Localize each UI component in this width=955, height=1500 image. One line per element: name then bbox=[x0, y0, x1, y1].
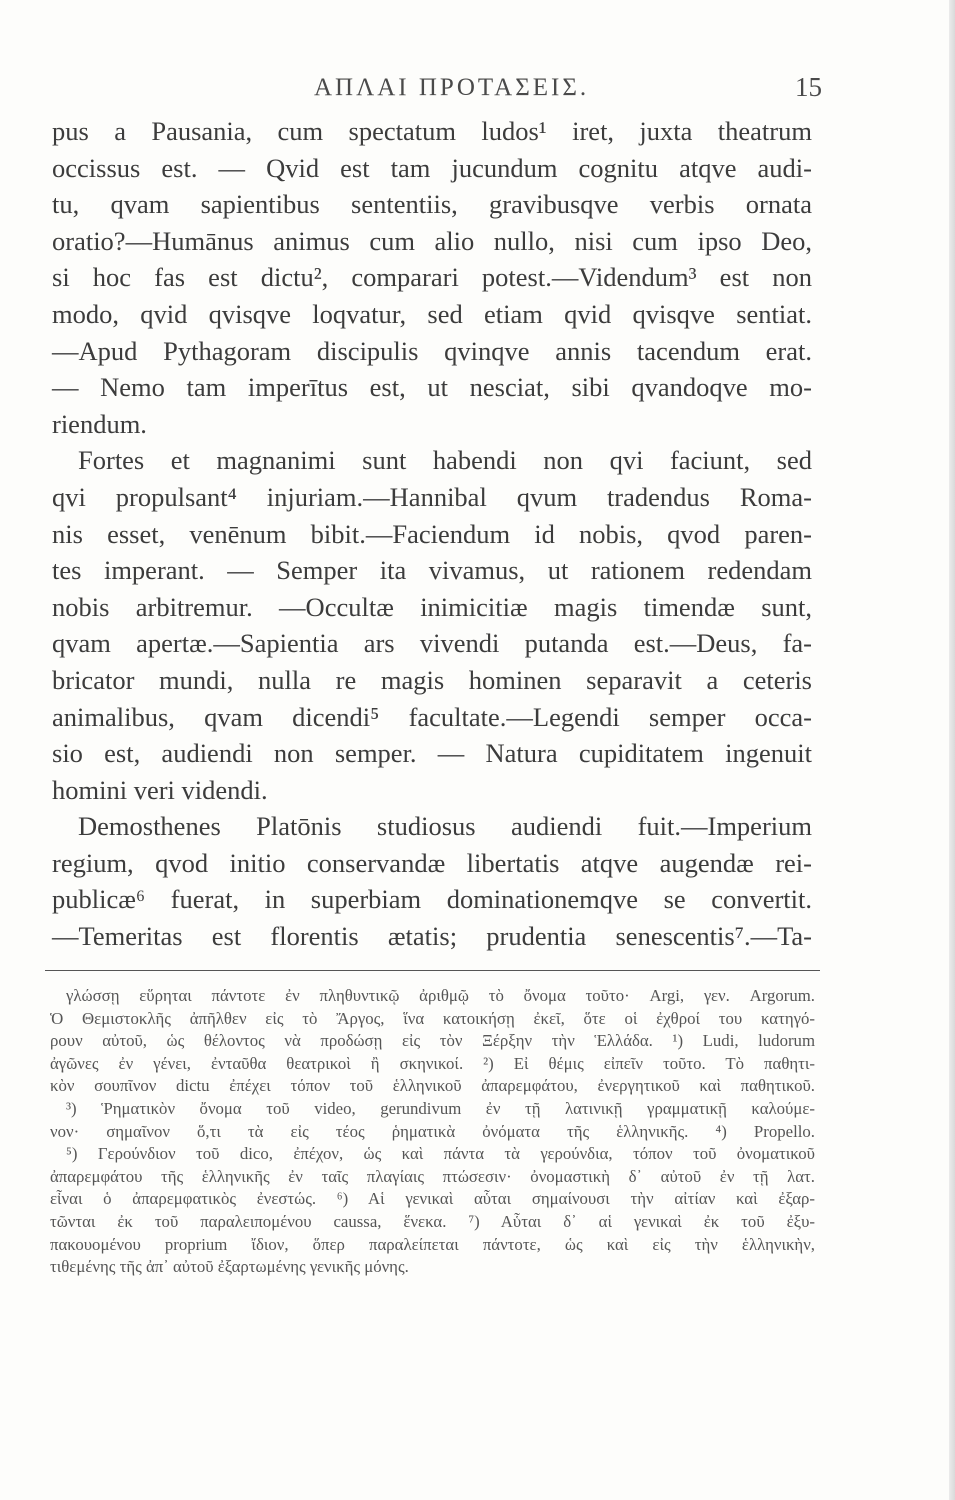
text-line: tu, qvam sapientibus sententiis, gravibusqve verbis ornata bbox=[52, 189, 812, 220]
footnote-line: Ὁ Θεμιστοκλῆς ἀπῆλθεν εἰς τὸ Ἄργος, ἵνα κατοικήσῃ ἐκεῖ, ὅτε οἱ ἐχθροί του κατηγό- bbox=[50, 1008, 815, 1028]
footnote-line: ἀγῶνες ἐν γένει, ἐνταῦθα θεατρικοὶ ἢ σκηνικοί. ²) Εἰ θέμις εἰπεῖν τοῦτο. Τὸ παθητι- bbox=[50, 1053, 815, 1073]
page-header bbox=[52, 70, 822, 110]
footnote-line: εἶναι ὁ ἀπαρεμφατικὸς ἐνεστώς. ⁶) Αἱ γενικαὶ αὗται σημαίνουσι τὴν αἰτίαν καὶ ἐξαρ- bbox=[50, 1189, 815, 1209]
footnote-line: γλώσσῃ εὕρηται πάντοτε ἐν πληθυντικῷ ἀριθμῷ τὸ ὄνομα τοῦτο· Argi, γεν. Argorum. bbox=[66, 986, 815, 1005]
text-line: homini veri videndi. bbox=[52, 774, 268, 805]
text-line: qvam apertæ.—Sapientia ars vivendi putanda est.—Deus, fa- bbox=[52, 628, 812, 659]
text-line: regium, qvod initio conservandæ libertatis atqve augendæ rei- bbox=[52, 847, 812, 878]
text-line: publicæ⁶ fuerat, in superbiam dominationemqve se convertit. bbox=[52, 884, 812, 915]
footnote-line: ρουν αὐτοῦ, ὡς θέλοντος νὰ προδώσῃ εἰς τὸν Ξέρξην τὴν Ἑλλάδα. ¹) Ludi, ludorum bbox=[50, 1031, 815, 1051]
text-line: qvi propulsant⁴ injuriam.—Hannibal qvum tradendus Roma- bbox=[52, 481, 812, 512]
footnotes bbox=[50, 985, 815, 1279]
text-line: tes imperant. — Semper ita vivamus, ut rationem redendam bbox=[52, 555, 812, 586]
text-line: riendum. bbox=[52, 408, 147, 439]
page-binding-edge bbox=[949, 0, 955, 1500]
footnote-line: ³) Ῥηματικὸν ὄνομα τοῦ video, gerundivum ἐν τῇ λατινικῇ γραμματικῇ καλούμε- bbox=[66, 1098, 815, 1118]
footnote-line: νον· σημαῖνον ὅ,τι τὰ εἰς τέος ῥηματικὰ ὀνόματα τῆς ἑλληνικῆς. ⁴) Propello. bbox=[50, 1121, 815, 1141]
footnote-line: τῶνται ἐκ τοῦ παραλειπομένου caussa, ἕνεκα. ⁷) Αὗται δ᾽ αἱ γενικαὶ ἐκ τοῦ ἐξυ- bbox=[50, 1211, 815, 1231]
text-line: —Apud Pythagoram discipulis qvinqve annis tacendum erat. bbox=[52, 335, 812, 366]
page-number: 15 bbox=[795, 72, 822, 102]
running-title: ΑΠΛΑΙ ΠΡΟΤΑΣΕΙΣ. bbox=[314, 74, 590, 101]
text-line: Demosthenes Platōnis studiosus audiendi fuit.—Imperium bbox=[78, 811, 812, 842]
text-line: modo, qvid qvisqve loqvatur, sed etiam qvid qvisqve sentiat. bbox=[52, 298, 812, 329]
footnote-line: ἀπαρεμφάτου τῆς ἑλληνικῆς ἐν ταῖς πλαγίαις πτώσεσιν· ὀνομαστικὴ δ᾽ αὐτοῦ ἐν τῇ λατ. bbox=[50, 1166, 815, 1186]
text-line: pus a Pausania, cum spectatum ludos¹ iret, juxta theatrum bbox=[52, 116, 812, 146]
footnote-line: ⁵) Γερούνδιον τοῦ dico, ἐπέχον, ὡς καὶ πάντα τὰ γερούνδια, τόπον τοῦ ὀνοματικοῦ bbox=[66, 1144, 815, 1164]
text-line: — Nemo tam imperītus est, ut nesciat, sibi qvandoqve mo- bbox=[52, 372, 812, 403]
text-line: si hoc fas est dictu², comparari potest.—Videndum³ est non bbox=[52, 262, 812, 293]
text-line: nobis arbitremur. —Occultæ inimicitiæ magis timendæ sunt, bbox=[52, 591, 812, 622]
text-line: nis esset, venēnum bibit.—Faciendum id nobis, qvod paren- bbox=[52, 518, 812, 549]
footnote-line: πακουομένου proprium ἴδιον, ὅπερ παραλείπεται πάντοτε, ὡς καὶ εἰς τὴν ἑλληνικὴν, bbox=[50, 1234, 815, 1254]
text-line: sio est, audiendi non semper. — Natura cupiditatem ingenuit bbox=[52, 738, 812, 769]
text-line: —Temeritas est florentis ætatis; prudentia senescentis⁷.—Ta- bbox=[52, 921, 812, 952]
footnote-line: κὸν σουπῖνον dictu ἐπέχει τόπον τοῦ ἑλληνικοῦ ἀπαρεμφάτου, ἐνεργητικοῦ καὶ παθητικοῦ. bbox=[50, 1076, 815, 1096]
text-line: bricator mundi, nulla re magis hominen separavit a ceteris bbox=[52, 664, 812, 695]
text-line: animalibus, qvam dicendi⁵ facultate.—Legendi semper occa- bbox=[52, 701, 812, 732]
footnote-divider bbox=[45, 970, 820, 971]
text-line: Fortes et magnanimi sunt habendi non qvi faciunt, sed bbox=[78, 445, 812, 476]
footnote-line: τιθεμένης τῆς ἀπ᾽ αὐτοῦ ἐξαρτωμένης γενικῆς μόνης. bbox=[50, 1257, 409, 1277]
text-line: oratio?—Humānus animus cum alio nullo, nisi cum ipso Deo, bbox=[52, 225, 812, 256]
text-line: occissus est. — Qvid est tam jucundum cognitu atqve audi- bbox=[52, 152, 812, 183]
main-text bbox=[52, 113, 812, 955]
